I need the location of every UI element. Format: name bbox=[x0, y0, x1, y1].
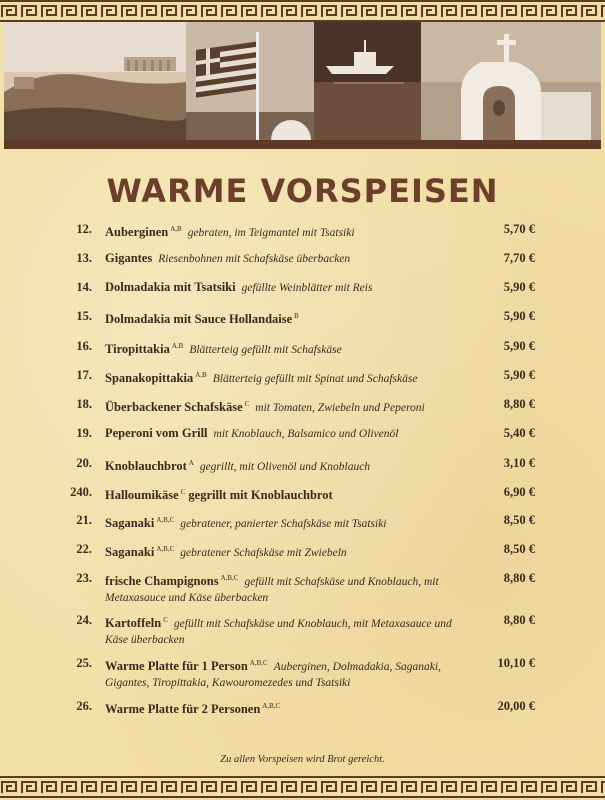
item-name: Gigantes bbox=[105, 251, 153, 265]
item-number: 22. bbox=[76, 542, 92, 556]
item-number: 16. bbox=[76, 339, 92, 353]
chapel-bell-tower-photo bbox=[421, 22, 601, 140]
item-price: 5,90 € bbox=[503, 368, 535, 382]
item-detail: Auberginen, Dolmadakia, Saganaki, Gigantes, Tiropittakia, Kawouromezedes und Tsatsiki bbox=[105, 661, 441, 689]
item-detail: gegrillt, mit Olivenöl und Knoblauch bbox=[199, 461, 371, 473]
boat-photo bbox=[314, 22, 421, 140]
item-name: Spanakopittakia bbox=[105, 371, 194, 385]
allergen-marker: A,B bbox=[171, 342, 184, 350]
item-price: 6,90 € bbox=[503, 485, 535, 499]
item-number: 19. bbox=[76, 426, 92, 440]
item-price: 8,80 € bbox=[503, 613, 535, 627]
item-name: Saganaki bbox=[105, 516, 155, 530]
allergen-marker: A,B,C bbox=[156, 516, 175, 524]
item-price: 8,80 € bbox=[503, 397, 535, 411]
item-detail: Riesenbohnen mit Schafskäse überbacken bbox=[158, 253, 351, 265]
photo-strip bbox=[4, 22, 601, 140]
item-name: Warme Platte für 2 Personen bbox=[105, 702, 261, 716]
allergen-marker: C bbox=[244, 400, 250, 408]
item-number: 13. bbox=[76, 251, 92, 265]
item-name: Saganaki bbox=[105, 545, 155, 559]
item-price: 5,90 € bbox=[503, 309, 535, 323]
item-name: Peperoni vom Grill bbox=[105, 426, 208, 440]
item-price: 10,10 € bbox=[497, 656, 535, 670]
item-price: 8,80 € bbox=[503, 571, 535, 585]
item-number: 17. bbox=[76, 368, 92, 382]
item-price: 5,70 € bbox=[503, 222, 535, 236]
item-detail: mit Tomaten, Zwiebeln und Peperoni bbox=[255, 402, 425, 414]
item-price: 20,00 € bbox=[497, 699, 535, 713]
item-detail: gefüllte Weinblätter mit Reis bbox=[241, 282, 373, 294]
item-detail: gebratener Schafskäse mit Zwiebeln bbox=[180, 547, 347, 559]
item-name: Dolmadakia mit Tsatsiki bbox=[105, 280, 236, 294]
item-price: 5,90 € bbox=[503, 280, 535, 294]
item-detail: gebratener, panierter Schafskäse mit Tsatsiki bbox=[180, 518, 387, 530]
allergen-marker: A,B,C bbox=[249, 659, 268, 667]
item-number: 21. bbox=[76, 513, 92, 527]
item-number: 15. bbox=[76, 309, 92, 323]
item-name: Tiropittakia bbox=[105, 342, 170, 356]
allergen-marker: A,B,C bbox=[220, 574, 239, 582]
item-detail: gefüllt mit Schafskäse und Knoblauch, mit Metaxasauce und Käse überbacken bbox=[105, 576, 439, 604]
greek-flag-photo bbox=[186, 22, 314, 140]
item-number: 240. bbox=[70, 485, 92, 499]
item-detail: mit Knoblauch, Balsamico und Olivenöl bbox=[213, 428, 399, 440]
item-name: Warme Platte für 1 Person bbox=[105, 659, 248, 673]
item-number: 14. bbox=[76, 280, 92, 294]
allergen-marker: A,B,C bbox=[262, 702, 281, 710]
item-name: Halloumikäse bbox=[105, 488, 179, 502]
item-number: 26. bbox=[76, 699, 92, 713]
allergen-marker: A bbox=[188, 459, 194, 467]
acropolis-photo bbox=[4, 22, 186, 140]
item-number: 25. bbox=[76, 656, 92, 670]
allergen-marker: A,B bbox=[170, 225, 182, 233]
footer-note: Zu allen Vorspeisen wird Brot gereicht. bbox=[220, 754, 385, 765]
item-price: 8,50 € bbox=[503, 513, 535, 527]
allergen-marker: B bbox=[294, 312, 299, 320]
item-detail: gebraten, im Teigmantel mit Tsatsiki bbox=[187, 227, 355, 239]
allergen-marker: A,B,C bbox=[156, 545, 175, 553]
item-price: 7,70 € bbox=[503, 251, 535, 265]
allergen-marker: C bbox=[180, 488, 186, 496]
allergen-marker: C bbox=[163, 616, 168, 624]
item-name: Dolmadakia mit Sauce Hollandaise bbox=[105, 312, 293, 326]
greek-key-border-bottom bbox=[0, 776, 605, 798]
item-name-suffix: gegrillt mit Knoblauchbrot bbox=[188, 488, 333, 502]
item-number: 24. bbox=[76, 613, 92, 627]
item-name: Auberginen bbox=[105, 225, 169, 239]
photo-band bbox=[4, 140, 601, 149]
item-detail: Blätterteig gefüllt mit Schafskäse bbox=[189, 344, 342, 356]
item-price: 5,40 € bbox=[503, 426, 535, 440]
item-number: 18. bbox=[76, 397, 92, 411]
item-name: frische Champignons bbox=[105, 574, 219, 588]
item-detail: gefüllt mit Schafskäse und Knoblauch, mit Metaxasauce und Käse überbacken bbox=[105, 618, 452, 646]
item-name: Kartoffeln bbox=[105, 616, 162, 630]
item-number: 12. bbox=[76, 222, 92, 236]
item-price: 8,50 € bbox=[503, 542, 535, 556]
item-detail: Blätterteig gefüllt mit Spinat und Schafskäse bbox=[212, 373, 418, 385]
item-number: 20. bbox=[76, 456, 92, 470]
item-name: Knoblauchbrot bbox=[105, 459, 187, 473]
item-price: 5,90 € bbox=[503, 339, 535, 353]
item-name: Überbackener Schafskäse bbox=[105, 400, 243, 414]
greek-key-border-top bbox=[0, 0, 605, 22]
item-price: 3,10 € bbox=[503, 456, 535, 470]
item-number: 23. bbox=[76, 571, 92, 585]
menu-title: WARME VORSPEISEN bbox=[106, 172, 499, 210]
allergen-marker: A,B bbox=[195, 371, 207, 379]
